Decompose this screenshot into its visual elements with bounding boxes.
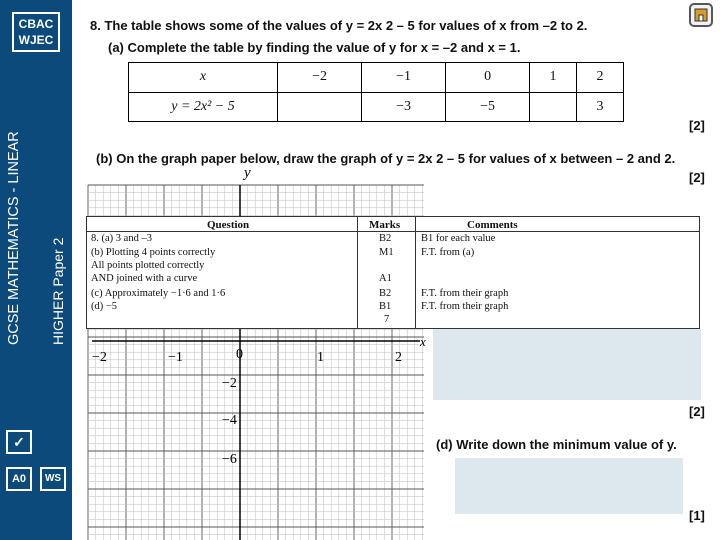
scheme-mark: B1 [379,301,392,312]
paper-title: HIGHER Paper 2 [50,237,66,345]
check-icon[interactable]: ✓ [6,430,32,454]
marks-b: [2] [689,170,705,185]
question-part-b: (b) On the graph paper below, draw the graph of y = 2x 2 – 5 for values of x between – 2 and 2. [96,151,676,166]
y-value-cell: 3 [577,92,624,122]
x-tick-label: 1 [317,350,324,365]
scheme-comment: F.T. from their graph [421,301,509,312]
y-value-cell[interactable] [530,92,577,122]
ws-icon[interactable]: WS [40,467,66,491]
mark-scheme-table [86,216,700,329]
scheme-mark: B2 [379,233,392,244]
question-part-a: (a) Complete the table by finding the value of y for x = –2 and x = 1. [108,40,521,55]
x-row [129,63,624,93]
scheme-question: 8. (a) 3 and –3 [91,233,152,244]
question-header: Question [207,219,250,231]
x-value-cell: 2 [577,63,624,93]
scheme-comment: B1 for each value [421,233,496,244]
y-row-label: y = 2x² − 5 [129,92,278,122]
scheme-question: (b) Plotting 4 points correctly [91,247,216,258]
y-value-cell: −3 [362,92,446,122]
y-row [129,92,624,122]
x-value-cell: −2 [278,63,362,93]
x-row-label: x [129,63,278,93]
cbac-wjec-logo [12,12,60,52]
scheme-question: All points plotted correctly [91,260,205,271]
scheme-question: (c) Approximately −1·6 and 1·6 [91,288,226,299]
question-title: 8. The table shows some of the values of y = 2x 2 – 5 for values of x from –2 to 2. [90,18,588,33]
marks-d: [1] [689,508,705,523]
marks-header: Marks [369,219,401,231]
scheme-comment: F.T. from (a) [421,247,475,258]
x-tick-label: −2 [92,350,107,365]
answer-box-d[interactable] [455,458,683,514]
scheme-mark: 7 [384,314,390,325]
y-value-cell: −5 [446,92,530,122]
logo-line-2: WJEC [18,33,54,47]
x-value-cell: 0 [446,63,530,93]
scheme-comment: F.T. from their graph [421,288,509,299]
x-value-cell: −1 [362,63,446,93]
marks-c: [2] [689,404,705,419]
logo-line-1: CBAC [18,17,54,31]
course-title: GCSE MATHEMATICS - LINEAR [6,131,22,345]
scheme-mark: M1 [379,247,394,258]
scheme-mark: B2 [379,288,392,299]
home-glyph-icon [691,5,711,25]
sidebar [0,0,72,540]
scheme-question: (d) −5 [91,301,118,312]
answer-box-c[interactable] [433,329,701,400]
x-axis-label: x [420,334,426,349]
y-tick-label: −2 [222,376,237,391]
x-tick-label: 2 [395,350,402,365]
scheme-mark: A1 [379,273,392,284]
y-value-cell[interactable] [278,92,362,122]
question-part-d: (d) Write down the minimum value of y. [436,437,677,452]
y-axis-label: y [244,165,251,181]
x-tick-label: 0 [236,347,243,362]
comments-header: Comments [467,219,518,231]
y-tick-label: −4 [222,413,237,428]
a0-icon[interactable]: A0 [6,467,32,491]
scheme-question: AND joined with a curve [91,273,198,284]
home-icon[interactable] [689,3,713,27]
x-value-cell: 1 [530,63,577,93]
header-divider [87,231,699,232]
marks-a: [2] [689,118,705,133]
y-tick-label: −6 [222,452,237,467]
values-table [128,62,624,122]
x-tick-label: −1 [168,350,183,365]
